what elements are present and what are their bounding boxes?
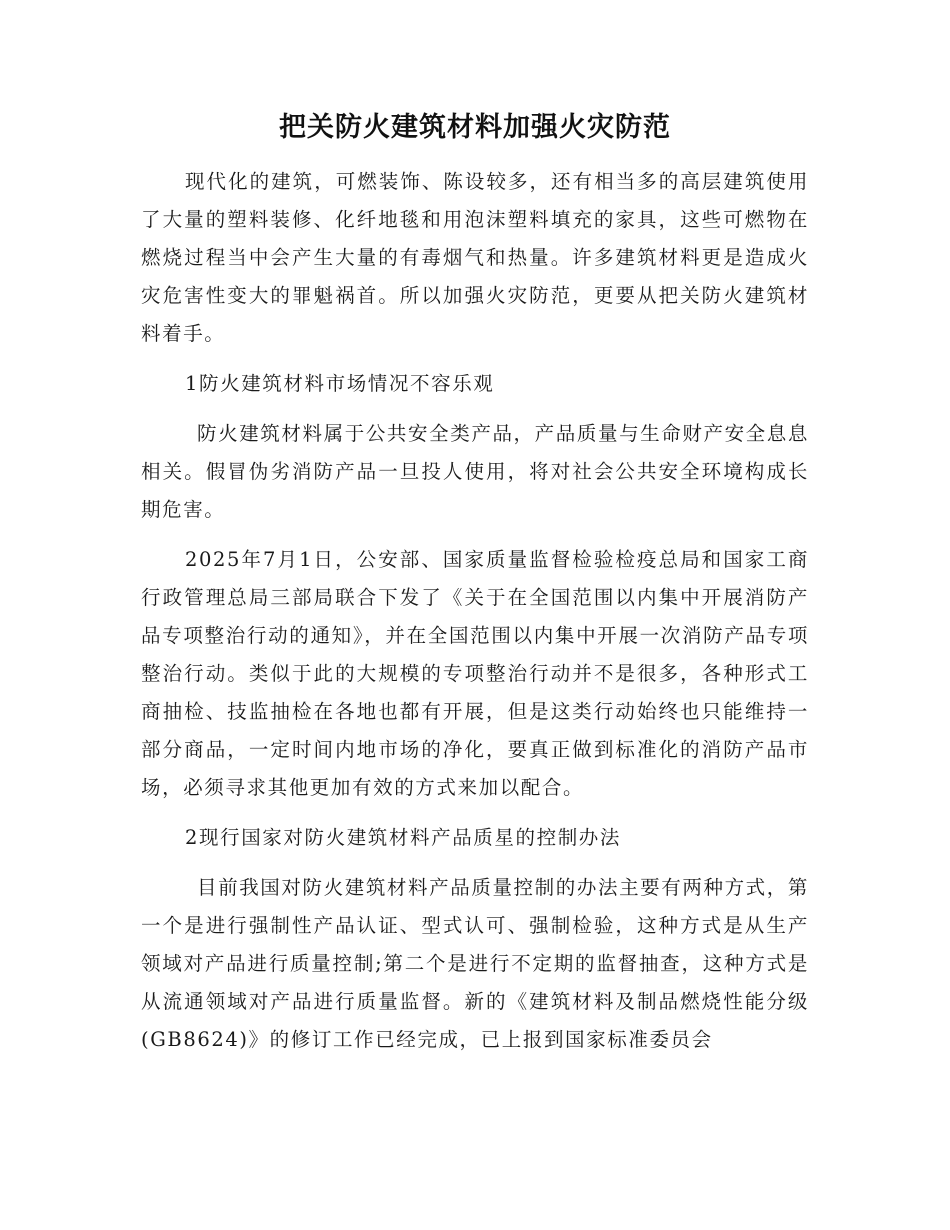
section-heading-1: 1防火建筑材料市场情况不容乐观 [185,372,495,395]
paragraph-gap [141,529,809,541]
paragraph-notice: 2025年7月1日，公安部、国家质量监督检验检疫总局和国家工商行政管理总局三部局联合下发了《关于在全国范围以内集中开展消防产品专项整治行动的通知》，并在全国范围以内集中开展一次消防产品专项整治行动。类似于此的大规模的专项整治行动并不是很多，各种形式工商抽检、技监抽检在各地也都有开展，但是这类行动始终也只能维持一部分商品，一定时间内地市场的净化，要真正做到标准化的消防产品市场，必须寻求其他更加有效的方式来加以配合。 [141,548,809,799]
section-heading-2: 2现行国家对防火建筑材料产品质星的控制办法 [185,826,622,849]
paragraph-section-1: 防火建筑材料属于公共安全类产品，产品质量与生命财产安全息息相关。假冒伪劣消防产品一旦投人使用，将对社会公共安全环境构成长期危害。 [141,422,809,521]
paragraph-gap [141,807,809,819]
paragraph-gap [141,353,809,365]
paragraph-gap [141,857,809,869]
document-title: 把关防火建筑材料加强火灾防范 [279,112,671,143]
paragraph-section-2: 目前我国对防火建筑材料产品质量控制的办法主要有两种方式，第一个是进行强制性产品认证、型式认可、强制检验，这种方式是从生产领域对产品进行质量控制;第二个是进行不定期的监督抽查，这种方式是从流通领域对产品进行质量监督。新的《建筑材料及制品燃烧性能分级(GB8624)》的修订工作已经完成，已上报到国家标准委员会 [141,876,809,1051]
document-body [141,163,809,1059]
paragraph-intro: 现代化的建筑，可燃装饰、陈设较多，还有相当多的高层建筑使用了大量的塑料装修、化纤地毯和用泡沫塑料填充的家具，这些可燃物在燃烧过程当中会产生大量的有毒烟气和热量。许多建筑材料更是造成火灾危害性变大的罪魁祸首。所以加强火灾防范，更要从把关防火建筑材料着手。 [141,170,809,345]
paragraph-gap [141,403,809,415]
